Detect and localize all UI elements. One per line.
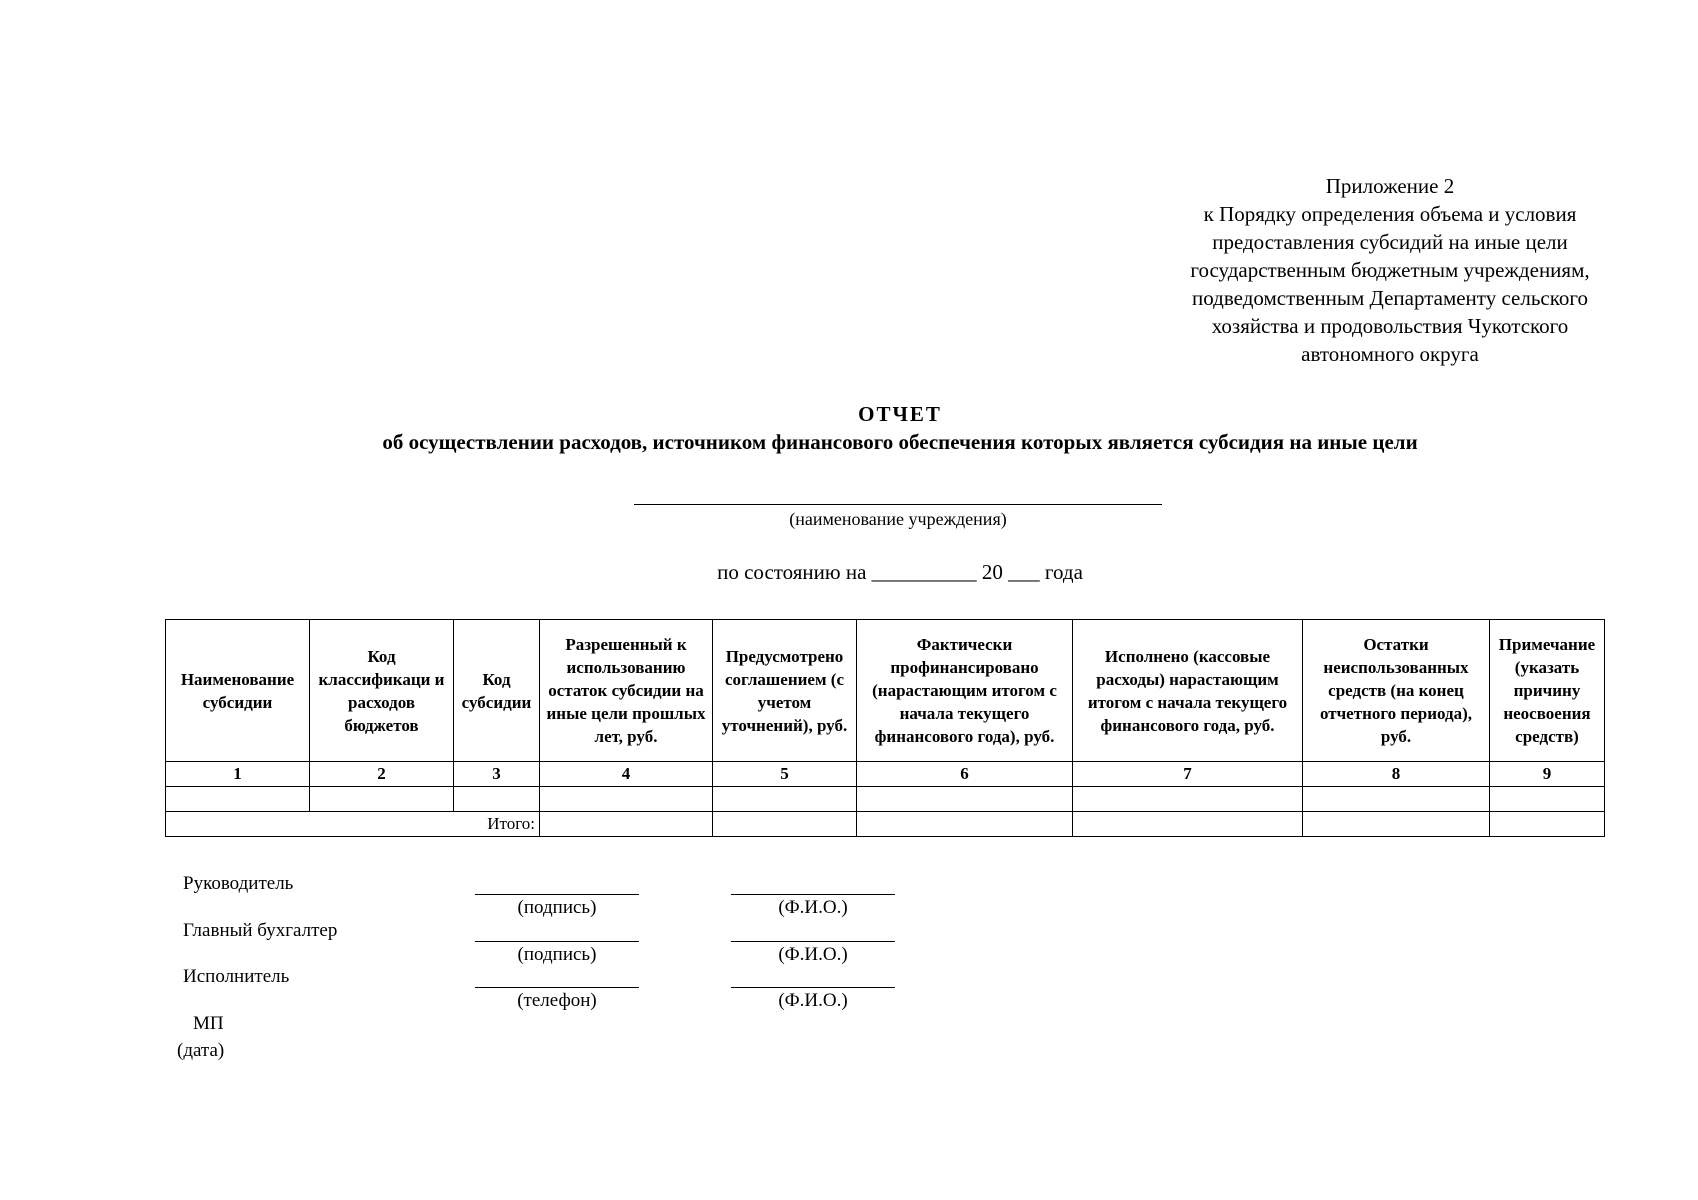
column-number: 3 [454, 762, 540, 787]
appendix-block [1140, 172, 1640, 368]
phone-caption: (телефон) [517, 990, 597, 1011]
header-cell: Предусмотрено соглашением (с учетом уточнений), руб. [713, 620, 857, 762]
table-cell [713, 812, 857, 837]
header-cell: Фактически профинансировано (нарастающим итогом с начала текущего финансового года), руб. [857, 620, 1073, 762]
appendix-line: автономного округа [1301, 342, 1479, 366]
table-cell [1303, 787, 1490, 812]
chief-accountant-signature-line [475, 941, 639, 942]
executor-label: Исполнитель [183, 966, 290, 987]
header-cell: Разрешенный к использованию остаток субсидии на иные цели прошлых лет, руб. [540, 620, 713, 762]
table-cell [713, 787, 857, 812]
appendix-line: предоставления субсидий на иные цели [1212, 230, 1568, 254]
table-cell [1073, 787, 1303, 812]
as-of-date-line: по состоянию на __________ 20 ___ года [717, 560, 1083, 584]
header-cell: Код субсидии [454, 620, 540, 762]
report-title: ОТЧЕТ [858, 402, 942, 426]
chief-accountant-fio-line [731, 941, 895, 942]
table-cell [454, 787, 540, 812]
table-row [166, 787, 1605, 812]
table-cell [1490, 787, 1605, 812]
fio-caption: (Ф.И.О.) [778, 990, 848, 1011]
signature-caption: (подпись) [517, 944, 597, 965]
report-table [165, 619, 1605, 837]
column-number: 5 [713, 762, 857, 787]
head-label: Руководитель [183, 873, 294, 894]
table-cell [857, 812, 1073, 837]
signature-caption: (подпись) [517, 897, 597, 918]
table-cell [1303, 812, 1490, 837]
appendix-line: к Порядку определения объема и условия [1203, 202, 1577, 226]
appendix-line: государственным бюджетным учреждениям, [1190, 258, 1590, 282]
fio-caption: (Ф.И.О.) [778, 897, 848, 918]
stamp-label: МП [193, 1013, 224, 1034]
date-label: (дата) [177, 1040, 225, 1061]
column-number: 4 [540, 762, 713, 787]
report-subtitle: об осуществлении расходов, источником финансового обеспечения которых является субсидия на иные цели [382, 430, 1418, 454]
table-cell [1073, 812, 1303, 837]
executor-fio-line [731, 987, 895, 988]
chief-accountant-label: Главный бухгалтер [183, 920, 338, 941]
header-cell: Исполнено (кассовые расходы) нарастающим итогом с начала текущего финансового года, руб. [1073, 620, 1303, 762]
appendix-line: Приложение 2 [1325, 174, 1455, 198]
executor-phone-line [475, 987, 639, 988]
column-number: 1 [166, 762, 310, 787]
head-signature-line [475, 894, 639, 895]
table-cell [310, 787, 454, 812]
column-number: 7 [1073, 762, 1303, 787]
fio-caption: (Ф.И.О.) [778, 944, 848, 965]
column-number: 2 [310, 762, 454, 787]
table-cell [857, 787, 1073, 812]
column-number: 9 [1490, 762, 1605, 787]
header-cell: Примечание (указать причину неосвоения средств) [1490, 620, 1605, 762]
header-cell: Код классификаци и расходов бюджетов [310, 620, 454, 762]
table-cell [540, 812, 713, 837]
appendix-line: хозяйства и продовольствия Чукотского [1211, 314, 1569, 338]
table-cell [1490, 812, 1605, 837]
total-row [166, 812, 1605, 837]
institution-caption: (наименование учреждения) [789, 509, 1007, 529]
head-fio-line [731, 894, 895, 895]
header-cell: Наименование субсидии [166, 620, 310, 762]
column-number-row [166, 762, 1605, 787]
institution-name-line [634, 504, 1162, 505]
appendix-line: подведомственным Департаменту сельского [1192, 286, 1588, 310]
column-number: 6 [857, 762, 1073, 787]
table-cell [166, 787, 310, 812]
column-number: 8 [1303, 762, 1490, 787]
table-cell [540, 787, 713, 812]
header-cell: Остатки неиспользованных средств (на конец отчетного периода), руб. [1303, 620, 1490, 762]
total-label: Итого: [166, 812, 540, 837]
